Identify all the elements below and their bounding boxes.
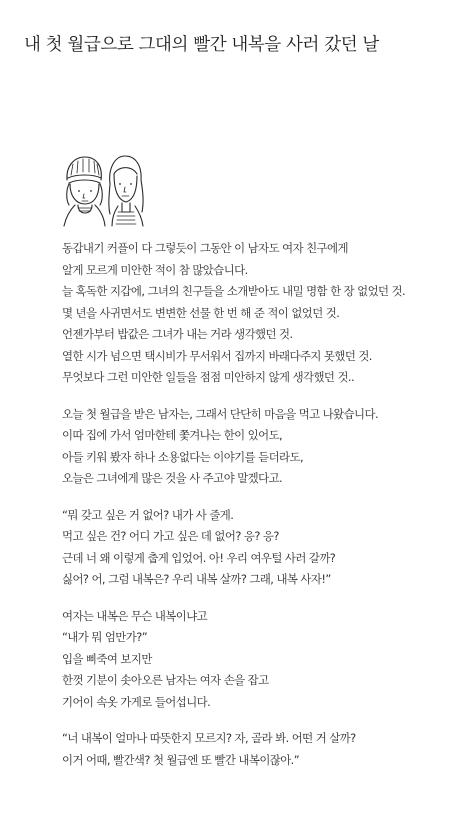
text-line: 무엇보다 그런 미안한 일들을 점점 미안하지 않게 생각했던 것.. [62,370,355,384]
text-line: 근데 너 왜 이렇게 춥게 입었어. 아! 우리 여우털 사러 갈까? [62,550,336,565]
text-line: 이따 집에 가서 엄마한테 쫓겨나는 한이 있어도, [62,428,283,442]
story-body [62,238,462,786]
text-line: 늘 혹독한 지갑에, 그녀의 친구들을 소개받아도 내밀 명함 한 장 없었던 것. [62,284,406,298]
text-line: 입을 삐죽여 보지만 [62,651,152,666]
text-line: 동갑내기 커플이 다 그렇듯이 그동안 이 남자도 여자 친구에게 [62,241,348,255]
text-line: 오늘은 그녀에게 많은 것을 사 주고야 말겠다고. [62,471,283,485]
text-line: 한껏 기분이 솟아오른 남자는 여자 손을 잡고 [62,673,269,687]
text-line: 싫어? 어, 그럼 내복은? 우리 내복 살까? 그래, 내복 사자!” [62,572,331,586]
text-line: “뭐 갖고 싶은 거 없어? 내가 사 줄게. [62,507,234,522]
paragraph [62,728,462,771]
couple-illustration [58,150,148,228]
text-line: 아들 키워 봤자 하나 소용없다는 이야기를 듣더라도, [62,449,304,464]
paragraph [62,505,462,591]
text-line: 먹고 싶은 건? 어디 가고 싶은 데 없어? 응? 응? [62,529,279,543]
paragraph [62,404,462,490]
text-line: 이거 어때, 빨간색? 첫 월급엔 또 빨간 내복이잖아.” [62,752,300,767]
text-line: 기어이 속옷 가게로 들어섭니다. [62,694,211,709]
text-line: 여자는 내복은 무슨 내복이냐고 [62,608,208,623]
paragraph [62,238,462,389]
page-title: 내 첫 월급으로 그대의 빨간 내복을 사러 갔던 날 [24,35,379,55]
text-line: 오늘 첫 월급을 받은 남자는, 그래서 단단히 마음을 먹고 나왔습니다. [62,406,379,421]
text-line: 언젠가부터 밥값은 그녀가 내는 거라 생각했던 것. [62,327,293,341]
text-line: 몇 년을 사귀면서도 변변한 선물 한 번 해 준 적이 없었던 것. [62,305,340,320]
couple-drawing-icon [58,150,148,228]
text-line: “너 내복이 얼마나 따뜻한지 모르지? 자, 골라 봐. 어떤 거 살까? [62,731,356,745]
text-line: 알게 모르게 미안한 적이 참 많았습니다. [62,262,248,277]
paragraph [62,606,462,714]
text-line: 열한 시가 넘으면 택시비가 무서워서 집까지 바래다주지 못했던 것. [62,348,372,363]
text-line: “내가 뭐 엄만가?” [62,630,148,644]
